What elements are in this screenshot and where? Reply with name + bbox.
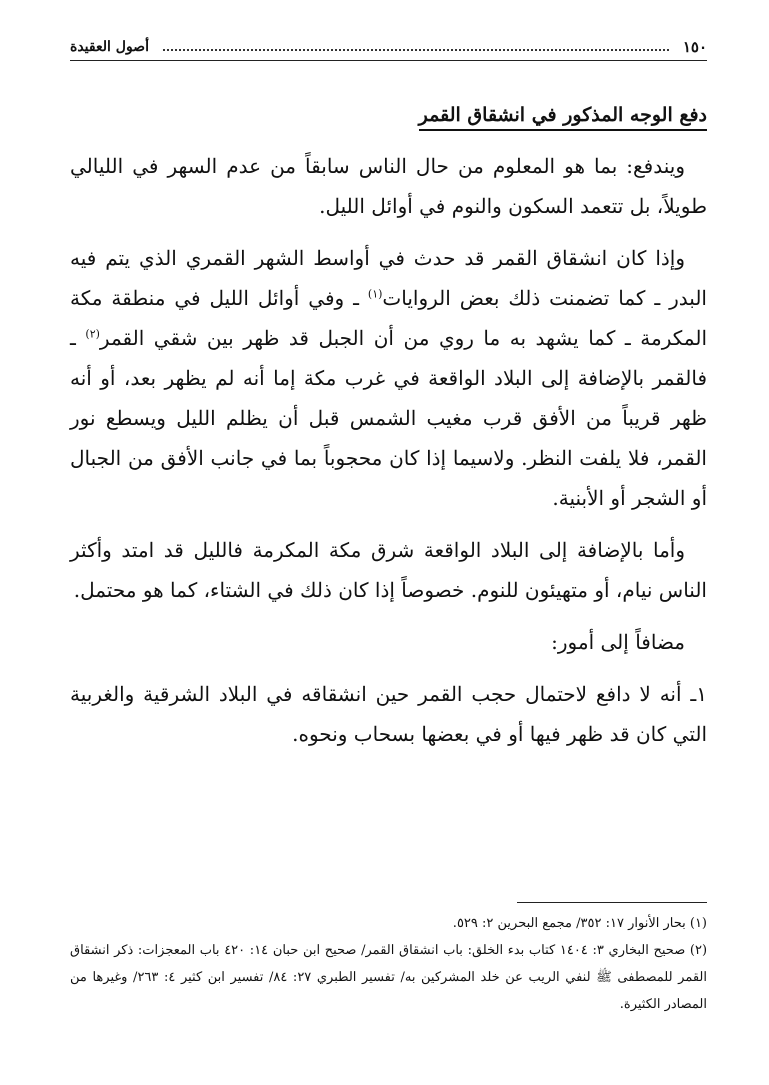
- paragraph-2-part-c: ـ فالقمر بالإضافة إلى البلاد الواقعة في غرب مكة إما أنه لم يظهر بعد، أو أنه ظهر قريباً من الأفق قرب مغيب الشمس قبل أن يظلم الليل ويسطع نور القمر، فلا يلفت النظر. ولاسيما إذا كان محجوباً بما في جانب الأفق من الجبال أو الشجر أو الأبنية.: [70, 326, 707, 510]
- paragraph-2-part-a: وإذا كان انشقاق القمر قد حدث في أواسط الشهر القمري الذي يتم فيه البدر ـ كما تضمنت ذلك بعض الروايات: [70, 246, 707, 310]
- paragraph-2-part-b: ـ وفي أوائل الليل في منطقة مكة المكرمة ـ كما يشهد به ما روي من أن الجبل قد ظهر بين شقي القمر: [70, 286, 708, 350]
- book-page: [70, 0, 707, 1085]
- main-text: [70, 146, 707, 766]
- paragraph-3: وأما بالإضافة إلى البلاد الواقعة شرق مكة المكرمة فالليل قد امتد وأكثر الناس نيام، أو متهيئون للنوم. خصوصاً إذا كان ذلك في الشتاء، كما هو محتمل.: [70, 538, 707, 602]
- paragraph-2: [70, 238, 707, 518]
- footnote-ref-2[interactable]: (٢): [85, 327, 100, 341]
- book-title: أصول العقيدة: [70, 39, 149, 55]
- header-dot-leader: [163, 49, 669, 51]
- section-title: دفع الوجه المذكور في انشقاق القمر: [419, 104, 707, 131]
- header-rule: [70, 60, 707, 61]
- paragraph-4: مضافاً إلى أمور:: [551, 630, 685, 654]
- paragraph-5: ١ـ أنه لا دافع لاحتمال حجب القمر حين انشقاقه في البلاد الشرقية والغربية التي كان قد ظهر فيها أو في بعضها بسحاب ونحوه.: [70, 682, 707, 746]
- page-number: ١٥٠: [682, 38, 707, 56]
- footnote-1: (١) بحار الأنوار ١٧: ٣٥٢/ مجمع البحرين ٢: ٥٢٩.: [452, 916, 707, 931]
- running-header: [70, 36, 707, 58]
- paragraph-1: ويندفع: بما هو المعلوم من حال الناس سابقاً من عدم السهر في الليالي طويلاً، بل تتعمد السكون والنوم في أوائل الليل.: [70, 154, 707, 218]
- footnotes: [70, 910, 707, 1018]
- footnote-2: (٢) صحيح البخاري ٣: ١٤٠٤ كتاب بدء الخلق: باب انشقاق القمر/ صحيح ابن حبان ١٤: ٤٢٠ باب المعجزات: ذكر انشقاق القمر للمصطفى ﷺ لنفي الريب عن خلد المشركين به/ تفسير الطبري ٢٧: ٨٤/ تفسير ابن كثير ٤: ٢٦٣/ وغيرها من المصادر الكثيرة.: [70, 943, 708, 1012]
- footnote-rule: [517, 902, 707, 903]
- footnote-ref-1[interactable]: (١): [367, 287, 383, 301]
